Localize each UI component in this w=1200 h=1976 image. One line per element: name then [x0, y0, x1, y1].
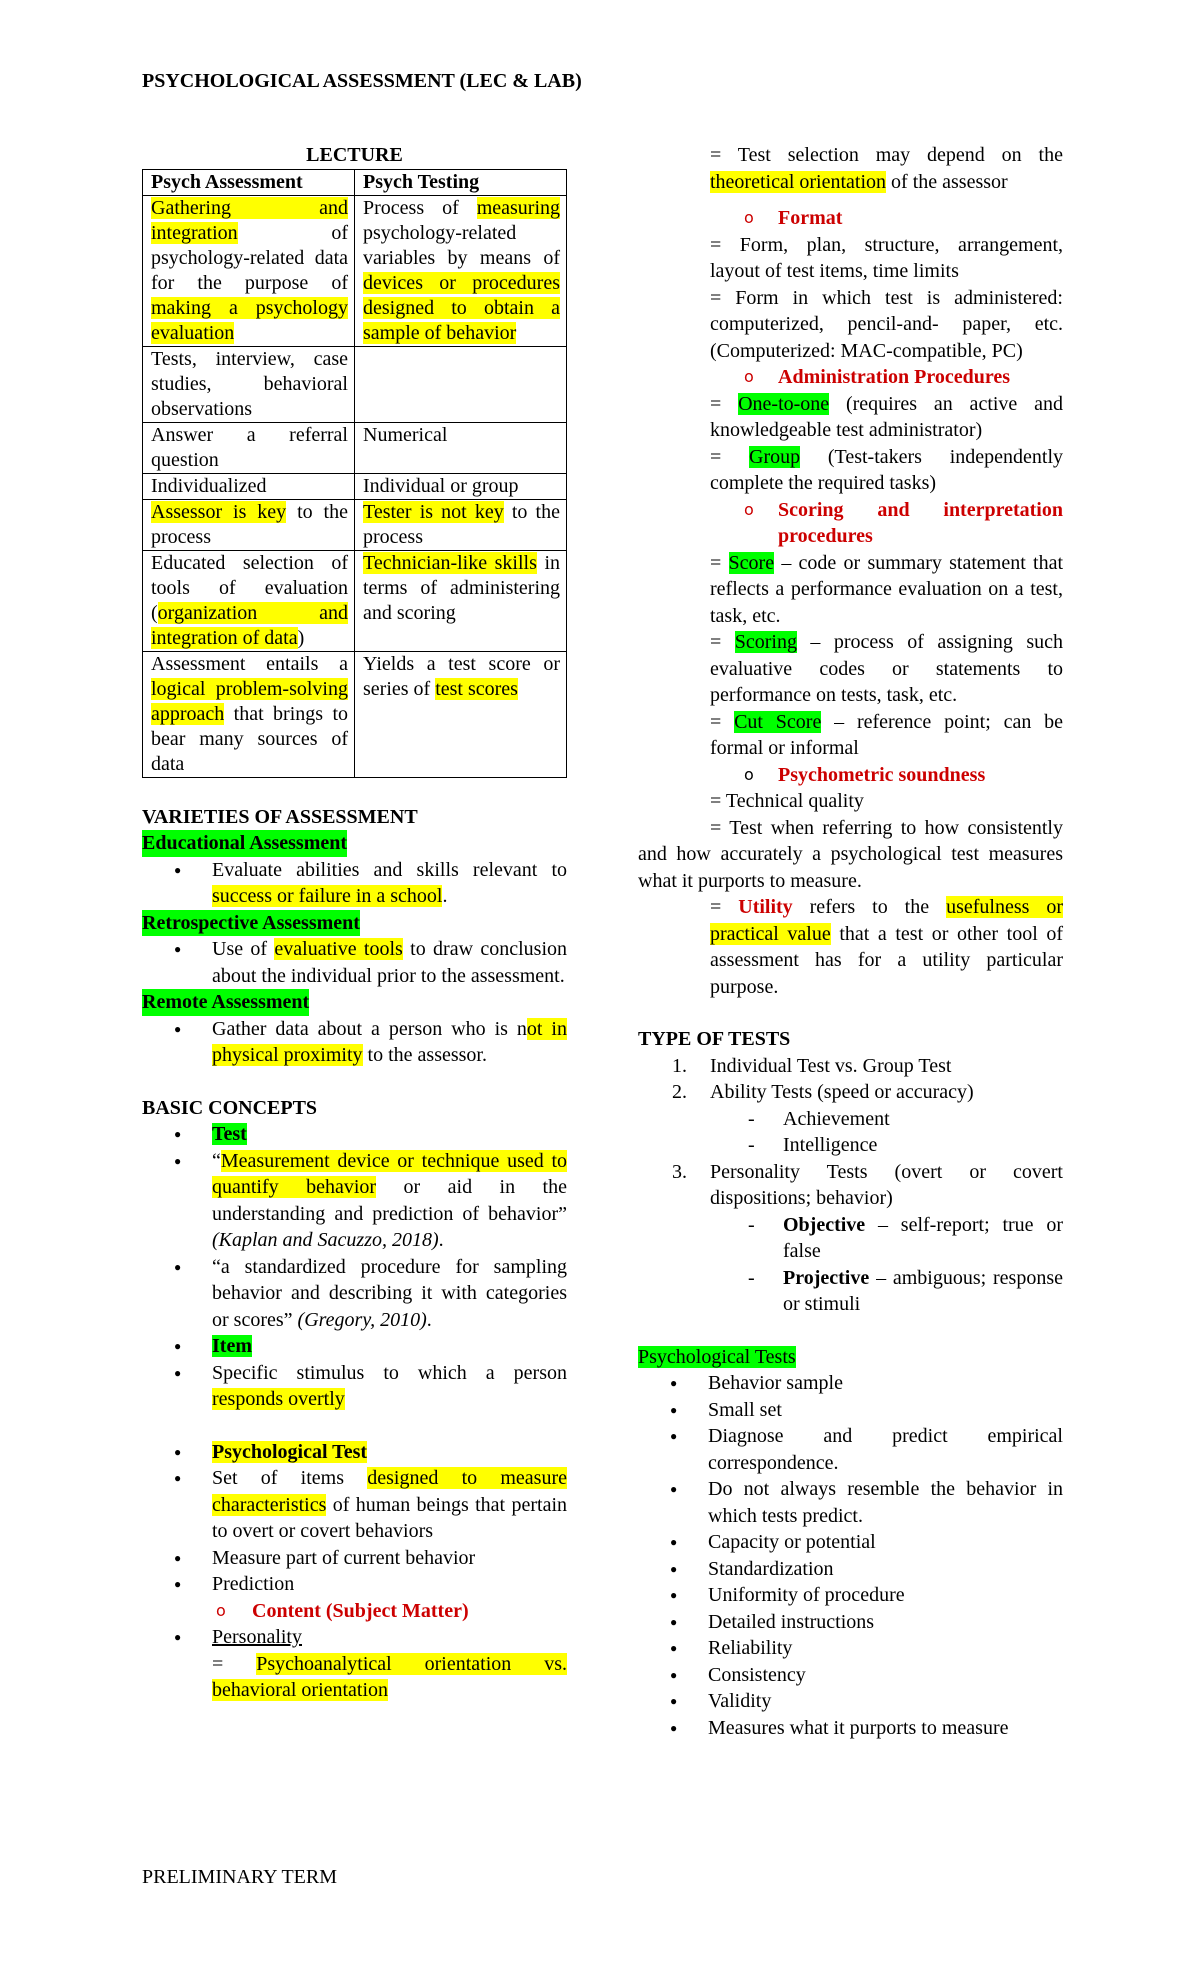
item-text: – process of assigning such evaluative codes or statements to performance on tests, task, etc. — [710, 631, 1064, 706]
table-cell — [143, 651, 355, 777]
item-text: refers to the — [792, 896, 947, 918]
content-label: Content (Subject Matter) — [252, 1599, 469, 1622]
format-heading — [638, 205, 1063, 232]
table-cell: Individualized — [143, 473, 355, 499]
highlight-text: evaluative tools — [274, 938, 403, 960]
admin-label: Administration Procedures — [778, 366, 1011, 388]
sub-item: - Achievement — [748, 1107, 890, 1130]
score-text-1 — [638, 550, 1063, 630]
item-text: or aid in the understanding and prediction of behavior” — [212, 1176, 567, 1225]
utility-text — [638, 894, 1063, 1000]
table-cell: Tests, interview, case studies, behavioral observations — [143, 346, 355, 422]
psychometric-text-1: = Technical quality — [710, 790, 864, 812]
table-cell: Answer a referral question — [143, 422, 355, 473]
table-header-testing: Psych Testing — [355, 169, 567, 195]
item-number: 1. — [672, 1054, 687, 1077]
personality-definition — [142, 1651, 567, 1704]
highlight-text: devices or procedures designed to obtain a sample of behavior — [363, 271, 560, 344]
varieties-heading: VARIETIES OF ASSESSMENT — [142, 805, 418, 828]
projective-label: Projective — [783, 1266, 870, 1289]
highlight-text: making a psychology evaluation — [151, 296, 348, 344]
list-item — [638, 1053, 1063, 1080]
sub-item: - Intelligence — [748, 1134, 878, 1156]
utility-label: Utility — [738, 896, 793, 918]
remote-list — [142, 1016, 567, 1069]
types-heading: TYPE OF TESTS — [638, 1028, 791, 1050]
admin-text-1 — [638, 391, 1063, 444]
item-text: of the assessor — [886, 170, 1008, 193]
lecture-heading: LECTURE — [306, 144, 403, 166]
cell-text: of psychology-related data for the purpose of — [151, 221, 348, 294]
item-text: Personality Tests (overt or covert dispositions; behavior) — [710, 1160, 1063, 1209]
cell-text: Yields a test score or series of — [363, 652, 560, 700]
list-item — [142, 1360, 567, 1413]
table-cell — [355, 499, 567, 550]
table-row — [143, 346, 567, 422]
highlight-text: Assessor is key — [151, 500, 287, 523]
list-item — [142, 857, 567, 910]
list-item: ● Measures what it purports to measure — [638, 1715, 1063, 1742]
item-text: = — [212, 1652, 257, 1675]
table-cell — [143, 499, 355, 550]
circle-bullet-icon: o — [216, 1600, 226, 1620]
item-text: of human beings that pertain to overt or covert behaviors — [212, 1493, 567, 1542]
item-number: 3. — [672, 1160, 687, 1183]
personality-label: Personality — [212, 1626, 302, 1648]
content-subitem — [142, 1598, 567, 1625]
cell-text: in terms of administering and scoring — [363, 551, 561, 624]
item-text: Achievement — [783, 1107, 890, 1130]
remote-assessment-label: Remote Assessment — [142, 989, 309, 1016]
list-item: ● Behavior sample — [638, 1370, 1063, 1397]
list-item-item — [142, 1333, 567, 1360]
psych-tests-list — [638, 1370, 1063, 1741]
cell-text: to the process — [363, 500, 560, 548]
table-header-row — [143, 169, 567, 195]
highlight-text: Score — [728, 551, 775, 574]
cell-text: Educated selection of tools of evaluation ( — [151, 551, 348, 624]
list-item: ● Uniformity of procedure — [638, 1582, 1063, 1609]
basic-concepts-heading: BASIC CONCEPTS — [142, 1096, 318, 1119]
circle-bullet-icon: o — [744, 499, 754, 519]
page-footer: PRELIMINARY TERM — [142, 1866, 338, 1888]
psych-test-label: Psychological Test — [212, 1440, 368, 1463]
table-cell — [355, 195, 567, 346]
item-text: to the assessor. — [362, 1044, 487, 1066]
circle-bullet-icon: o — [744, 367, 754, 386]
scoring-heading — [638, 497, 1063, 550]
cell-text: Assessment entails a — [151, 652, 348, 675]
item-text: = — [710, 551, 729, 574]
list-item: ● Detailed instructions — [638, 1609, 1063, 1636]
sub-item: - Objective – self-report; true or false — [748, 1213, 1063, 1262]
list-item — [142, 1465, 567, 1545]
item-text: = — [710, 392, 739, 415]
item-text: (Test-takers independently complete the required tasks) — [710, 445, 1063, 494]
list-item — [142, 936, 567, 989]
retrospective-list — [142, 936, 567, 989]
table-row — [143, 499, 567, 550]
highlight-text: Scoring — [734, 631, 797, 653]
format-text-1: = Form, plan, structure, arrangement, layout of test items, time limits — [710, 233, 1063, 282]
list-item: ● Measure part of current behavior — [142, 1545, 567, 1572]
citation-text: (Kaplan and Sacuzzo, 2018) — [212, 1229, 439, 1251]
item-text: “a standardized procedure for sampling behavior and describing it with categories or scores” — [212, 1255, 567, 1331]
item-text: Gather data about a person who is n — [212, 1017, 527, 1040]
psych-test-list — [142, 1439, 567, 1598]
table-row — [143, 195, 567, 346]
list-item: ● Prediction — [142, 1571, 567, 1598]
list-item: ● Reliability — [638, 1635, 1063, 1662]
scoring-label: Scoring and interpretation procedures — [778, 498, 1063, 547]
test-label: Test — [212, 1123, 247, 1145]
item-text: “ — [212, 1149, 221, 1172]
item-text: = — [710, 710, 735, 733]
item-text: . — [438, 1229, 444, 1251]
list-item: ● Standardization — [638, 1556, 1063, 1583]
list-item — [142, 1016, 567, 1069]
educational-assessment-label: Educational Assessment — [142, 830, 347, 857]
table-row — [143, 422, 567, 473]
circle-bullet-icon: o — [744, 764, 754, 784]
item-text: = Test selection may depend on the — [710, 144, 1063, 166]
right-column — [638, 142, 1063, 1741]
item-text: – self-report; true or false — [783, 1213, 1063, 1262]
types-list — [638, 1053, 1063, 1106]
highlight-text: responds overtly — [212, 1388, 345, 1410]
cell-text: to the process — [151, 500, 348, 548]
highlight-text: success or failure in a school — [212, 885, 443, 907]
admin-heading — [638, 364, 1063, 391]
psych-tests-heading: Psychological Tests — [638, 1345, 796, 1368]
item-text: Individual Test vs. Group Test — [710, 1054, 952, 1077]
item-text: Intelligence — [783, 1134, 878, 1156]
highlight-text: Gathering and integration — [151, 196, 348, 244]
item-text: – ambiguous; response or stimuli — [783, 1266, 1063, 1315]
cell-text: Process of — [363, 196, 477, 219]
table-row — [143, 550, 567, 651]
list-item — [142, 1148, 567, 1254]
highlight-text: Tester is not key — [363, 500, 504, 523]
admin-text-2 — [638, 444, 1063, 497]
personality-list — [142, 1624, 567, 1651]
cell-text: ) — [297, 626, 305, 649]
highlight-text: Measurement device or technique used to quantify behavior — [212, 1149, 567, 1198]
item-text: – reference point; can be formal or informal — [710, 710, 1064, 759]
basic-concepts-list — [142, 1121, 567, 1413]
item-text: Specific stimulus to which a person — [212, 1361, 567, 1384]
format-text-2: = Form in which test is administered: computerized, pencil-and- paper, etc. (Computerized: MAC-compatible, PC) — [710, 286, 1063, 362]
list-item — [638, 1079, 1063, 1106]
retrospective-assessment-label: Retrospective Assessment — [142, 910, 360, 937]
table-cell — [143, 550, 355, 651]
table-cell — [143, 195, 355, 346]
highlight-text: Technician-like skills — [363, 551, 537, 574]
item-text: to draw conclusion about the individual prior to the assessment. — [212, 938, 567, 987]
table-cell — [355, 346, 567, 422]
table-row — [143, 473, 567, 499]
page-title: PSYCHOLOGICAL ASSESSMENT (LEC & LAB) — [142, 70, 582, 92]
list-item-psych-test — [142, 1439, 567, 1466]
item-label: Item — [212, 1335, 252, 1357]
item-number: 2. — [672, 1081, 687, 1103]
list-item-test — [142, 1121, 567, 1148]
list-item: ● Validity — [638, 1688, 1063, 1715]
theory-text — [638, 142, 1063, 195]
circle-bullet-icon: o — [744, 208, 754, 227]
highlight-text: One-to-one — [738, 392, 830, 415]
table-row — [143, 651, 567, 777]
table-cell: Numerical — [355, 422, 567, 473]
item-text: Evaluate abilities and skills relevant to — [212, 858, 567, 881]
item-text: Use of — [212, 938, 275, 960]
highlight-text: test scores — [435, 677, 518, 700]
score-text-3 — [638, 709, 1063, 762]
psychometric-heading — [638, 762, 1063, 789]
item-text: – code or summary statement that reflects a performance evaluation on a test, task, etc. — [710, 551, 1064, 627]
item-text: Set of items — [212, 1467, 368, 1489]
psychometric-text-2: = Test when referring to how consistently and how accurately a psychological test measures what it purports to measure. — [638, 816, 1063, 892]
score-text-2 — [638, 629, 1063, 709]
item-text: = — [710, 445, 750, 468]
highlight-text: measuring — [476, 196, 560, 219]
educational-list — [142, 857, 567, 910]
table-cell: Individual or group — [355, 473, 567, 499]
highlight-text: logical problem-solving approach — [151, 677, 348, 725]
item-text: . — [442, 885, 448, 907]
left-column — [142, 142, 567, 1704]
item-text: = — [710, 631, 735, 653]
highlight-text: Cut Score — [734, 710, 822, 733]
item-text: = — [710, 896, 739, 918]
citation-text: (Gregory, 2010) — [297, 1308, 427, 1331]
types-list-cont — [638, 1159, 1063, 1212]
sub-item: - Projective – ambiguous; response or stimuli — [748, 1266, 1063, 1315]
highlight-text: organization and integration of data — [151, 601, 348, 649]
item-text: . — [426, 1308, 432, 1331]
item-text: Ability Tests (speed or accuracy) — [710, 1081, 974, 1103]
list-item: ● Do not always resemble the behavior in which tests predict. — [638, 1476, 1063, 1529]
list-item — [142, 1254, 567, 1334]
objective-label: Objective — [783, 1213, 866, 1236]
list-item: ● Diagnose and predict empirical correspondence. — [638, 1423, 1063, 1476]
comparison-table — [142, 169, 567, 778]
highlight-text: ot in physical proximity — [212, 1017, 567, 1066]
format-label: Format — [778, 207, 843, 229]
highlight-text: theoretical orientation — [710, 170, 887, 193]
table-cell — [355, 651, 567, 777]
cell-text: psychology-related variables by means of — [363, 221, 560, 269]
list-item: ● Small set — [638, 1397, 1063, 1424]
cell-text: that brings to bear many sources of data — [151, 702, 348, 775]
psychometric-label: Psychometric soundness — [778, 763, 986, 786]
highlight-text: Group — [749, 445, 801, 468]
list-item: ● Capacity or potential — [638, 1529, 1063, 1556]
list-item — [638, 1159, 1063, 1212]
highlight-text: usefulness or practical value — [710, 896, 1064, 945]
item-text: (requires an active and knowledgeable test administrator) — [710, 392, 1063, 441]
highlight-text: designed to measure characteristics — [212, 1467, 567, 1516]
item-text: that a test or other tool of assessment has for a utility particular purpose. — [710, 922, 1063, 998]
list-item: ● Consistency — [638, 1662, 1063, 1689]
list-item — [142, 1624, 567, 1651]
table-header-assessment: Psych Assessment — [143, 169, 355, 195]
table-cell — [355, 550, 567, 651]
highlight-text: Psychoanalytical orientation vs. behavioral orientation — [212, 1652, 567, 1701]
